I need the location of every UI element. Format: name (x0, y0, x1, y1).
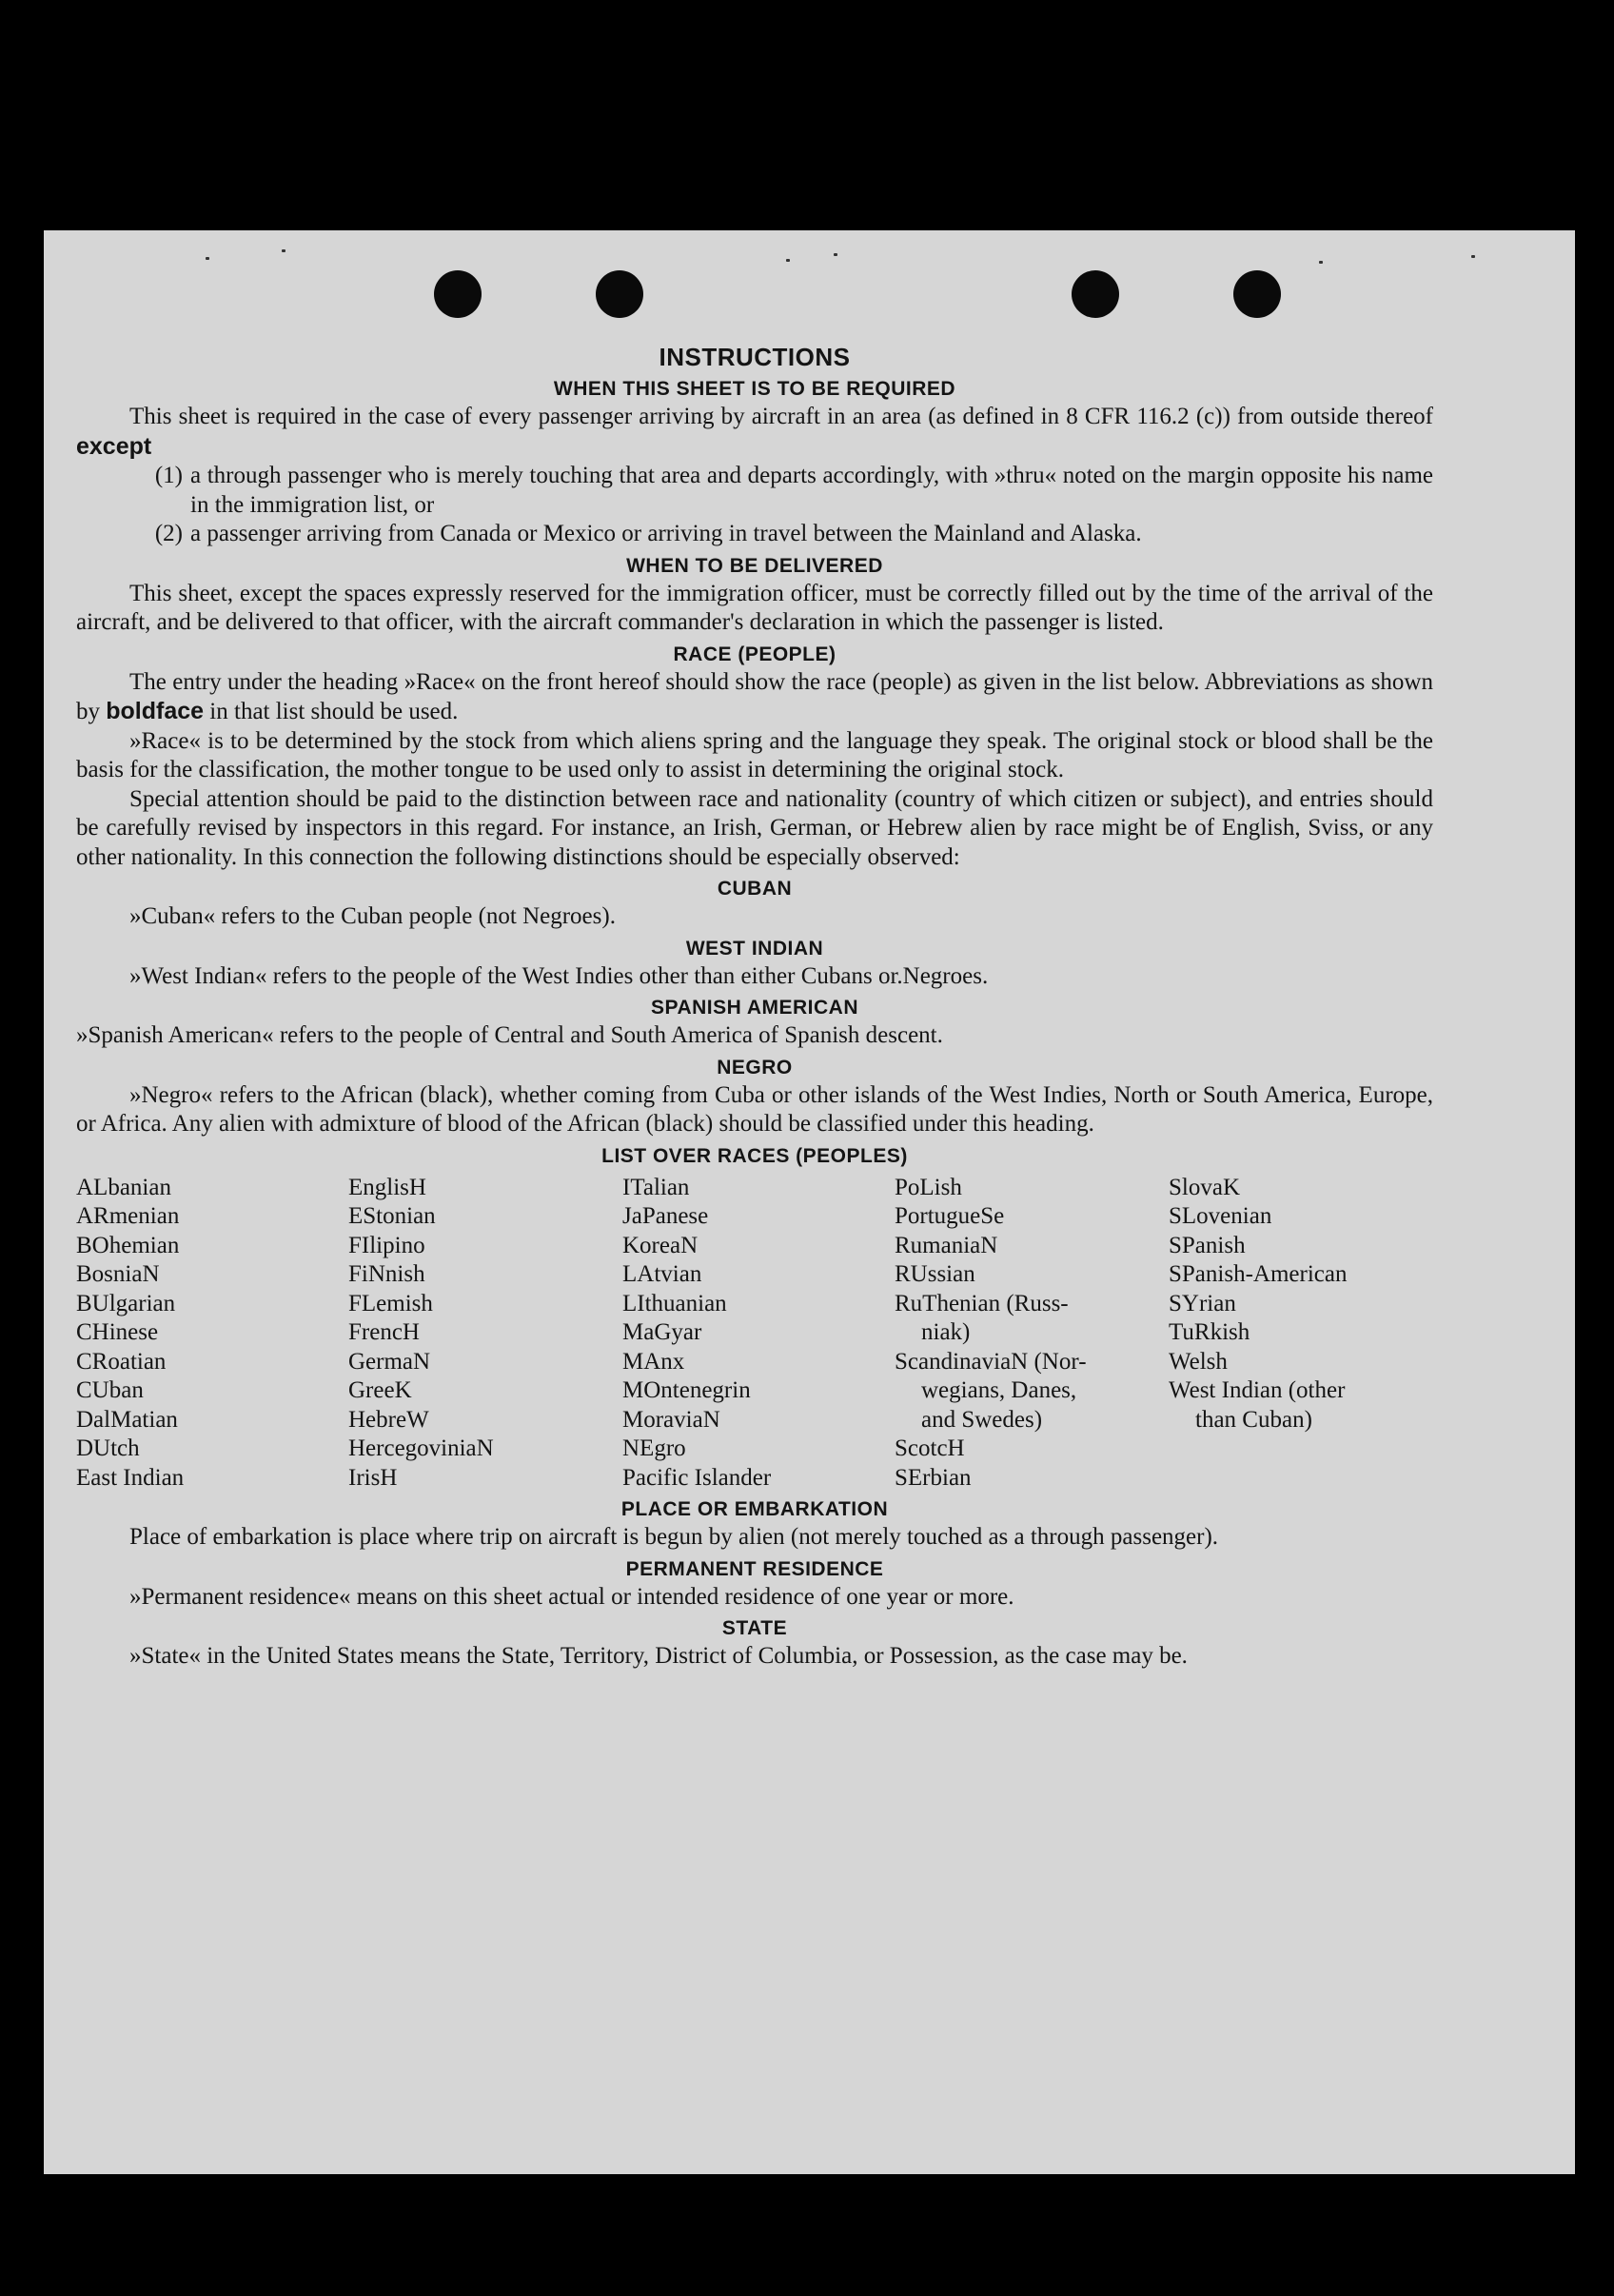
race-list-item: EStonian (348, 1203, 436, 1229)
race-list-item: MaGyar (622, 1319, 702, 1345)
section-heading-required: WHEN THIS SHEET IS TO BE REQUIRED (553, 378, 956, 400)
race-list-item: ITalian (622, 1174, 690, 1200)
race-list-item: GermaN (348, 1348, 431, 1375)
race-list-item: DalMatian (76, 1406, 178, 1433)
race-list-item: West Indian (other (1169, 1377, 1346, 1403)
race-list-item: BUlgarian (76, 1290, 176, 1316)
section-heading-negro: NEGRO (717, 1056, 793, 1079)
race-list-item: MAnx (622, 1348, 685, 1375)
race-list-item: ScandinaviaN (Nor- (895, 1348, 1087, 1375)
race-list-column-1 (76, 1174, 348, 1494)
punch-hole (1072, 270, 1119, 318)
required-intro: This sheet is required in the case of every passenger arriving by aircraft in an area (as defined in 8 CFR 116.2 (c)) from outside thereof except (76, 404, 1433, 460)
race-list-item: SlovaK (1169, 1174, 1240, 1200)
race-list-item: SErbian (895, 1464, 972, 1491)
punch-hole (434, 270, 482, 318)
race-list-item: niak) (921, 1319, 971, 1345)
race-list-column-5 (1169, 1174, 1426, 1494)
race-list-item: RUssian (895, 1261, 975, 1287)
cuban-text: »Cuban« refers to the Cuban people (not Negroes). (129, 903, 616, 929)
race-list-item: BOhemian (76, 1232, 180, 1258)
page-title: INSTRUCTIONS (659, 343, 851, 371)
race-paragraph-2: »Race« is to be determined by the stock from which aliens spring and the language they speak. The original stock or blood shall be the basis for the classification, the mother tongue to be used only to assist in determining the original stock. (76, 727, 1433, 782)
section-heading-race-list: LIST OVER RACES (PEOPLES) (601, 1144, 908, 1167)
dust-speck (1319, 261, 1323, 264)
delivered-text: This sheet, except the spaces expressly reserved for the immigration officer, must be correctly filled out by the time of the arrival of the aircraft, and be delivered to that officer, with the aircraft commander's declaration in which the passenger is listed. (76, 580, 1433, 635)
race-list-item: than Cuban) (1195, 1406, 1312, 1433)
race-list-item: EnglisH (348, 1174, 426, 1200)
section-heading-residence: PERMANENT RESIDENCE (625, 1557, 884, 1580)
race-list-item: East Indian (76, 1464, 185, 1491)
race-list-item: GreeK (348, 1377, 412, 1403)
except-bold: except (76, 432, 152, 460)
race-list-item: SYrian (1169, 1290, 1236, 1316)
negro-text: »Negro« refers to the African (black), whether coming from Cuba or other islands of the West Indies, North or South America, Europe, or Africa. Any alien with admixture of blood of the African (black) should be classified under this heading. (76, 1081, 1433, 1137)
race-list-item: RuThenian (Russ- (895, 1290, 1069, 1316)
race-list-item: ScotcH (895, 1435, 965, 1461)
punch-hole (1233, 270, 1281, 318)
section-heading-race: RACE (PEOPLE) (673, 643, 837, 665)
section-heading-embarkation: PLACE OR EMBARKATION (620, 1498, 889, 1520)
section-heading-spanish-american: SPANISH AMERICAN (650, 997, 858, 1019)
race-paragraph-3: Special attention should be paid to the distinction between race and nationality (country of which citizen or subject), and entries should be carefully revised by inspectors in this regard. For instance, an Irish, German, or Hebrew alien by race might be of English, Sviss, or any other nationality. In this connection the following distinctions should be especially observed: (76, 785, 1433, 870)
dust-speck (1471, 255, 1475, 258)
race-list-item: SLovenian (1169, 1203, 1272, 1229)
sheet-content (76, 343, 1433, 1672)
embarkation-text: Place of embarkation is place where trip on aircraft is begun by alien (not merely touched as a through passenger). (129, 1524, 1219, 1550)
race-list-item: BosniaN (76, 1261, 160, 1287)
state-text: »State« in the United States means the State, Territory, District of Columbia, or Possession, as the case may be. (129, 1643, 1188, 1669)
race-list-item: JaPanese (622, 1203, 709, 1229)
race-list-item: Pacific Islander (622, 1464, 772, 1491)
race-list-item: PoLish (895, 1174, 962, 1200)
race-list-item: FLemish (348, 1290, 433, 1316)
race-list-item: wegians, Danes, (921, 1377, 1077, 1403)
race-list-item: CHinese (76, 1319, 159, 1345)
race-list-item: and Swedes) (921, 1406, 1043, 1433)
residence-text: »Permanent residence« means on this sheet actual or intended residence of one year or more. (129, 1583, 1014, 1610)
section-heading-cuban: CUBAN (717, 878, 793, 900)
race-list-item: IrisH (348, 1464, 398, 1491)
race-list-item: FIlipino (348, 1232, 425, 1258)
instruction-sheet (44, 230, 1575, 2174)
race-list-item: MoraviaN (622, 1406, 720, 1433)
spanish-american-text: »Spanish American« refers to the people of Central and South America of Spanish descent. (76, 1022, 943, 1048)
required-item-1: (1) a through passenger who is merely touching that area and departs accordingly, with »thru« noted on the margin opposite his name in the immigration list, or (154, 463, 1433, 518)
race-list-item: ARmenian (76, 1203, 180, 1229)
section-heading-delivered: WHEN TO BE DELIVERED (626, 554, 883, 577)
race-list-item: LAtvian (622, 1261, 702, 1287)
race-list-item: TuRkish (1169, 1319, 1250, 1345)
race-list (76, 1174, 1433, 1494)
dust-speck (282, 249, 285, 252)
race-list-item: NEgro (622, 1435, 686, 1461)
punch-hole (596, 270, 643, 318)
section-heading-state: STATE (721, 1617, 788, 1639)
race-list-item: HebreW (348, 1406, 429, 1433)
section-heading-west-indian: WEST INDIAN (685, 937, 824, 960)
west-indian-text: »West Indian« refers to the people of the West Indies other than either Cubans or.Negroes. (129, 962, 989, 989)
race-list-column-4 (895, 1174, 1169, 1494)
race-list-item: CRoatian (76, 1348, 167, 1375)
race-paragraph-1: The entry under the heading »Race« on the front hereof should show the race (people) as given in the list below. Abbreviations as shown by boldface in that list should be used. (76, 668, 1433, 724)
required-item-2: (2) a passenger arriving from Canada or Mexico or arriving in travel between the Mainland and Alaska. (154, 521, 1142, 546)
race-list-item: PortugueSe (895, 1203, 1005, 1229)
race-list-item: ALbanian (76, 1174, 171, 1200)
dust-speck (206, 257, 209, 260)
race-list-item: RumaniaN (895, 1232, 998, 1258)
dust-speck (834, 253, 837, 256)
race-list-item: HercegoviniaN (348, 1435, 494, 1461)
race-list-item: SPanish-American (1169, 1261, 1348, 1287)
race-list-item: FrencH (348, 1319, 420, 1345)
race-list-item: CUban (76, 1377, 144, 1403)
race-list-column-2 (348, 1174, 622, 1494)
race-list-item: KoreaN (622, 1232, 699, 1258)
race-list-column-3 (622, 1174, 895, 1494)
dust-speck (786, 259, 790, 262)
race-list-item: DUtch (76, 1435, 140, 1461)
boldface-word: boldface (106, 698, 205, 724)
race-list-item: LIthuanian (622, 1290, 727, 1316)
race-list-item: Welsh (1169, 1348, 1228, 1375)
race-list-item: SPanish (1169, 1232, 1246, 1258)
race-list-item: MOntenegrin (622, 1377, 751, 1403)
race-list-item: FiNnish (348, 1261, 425, 1287)
